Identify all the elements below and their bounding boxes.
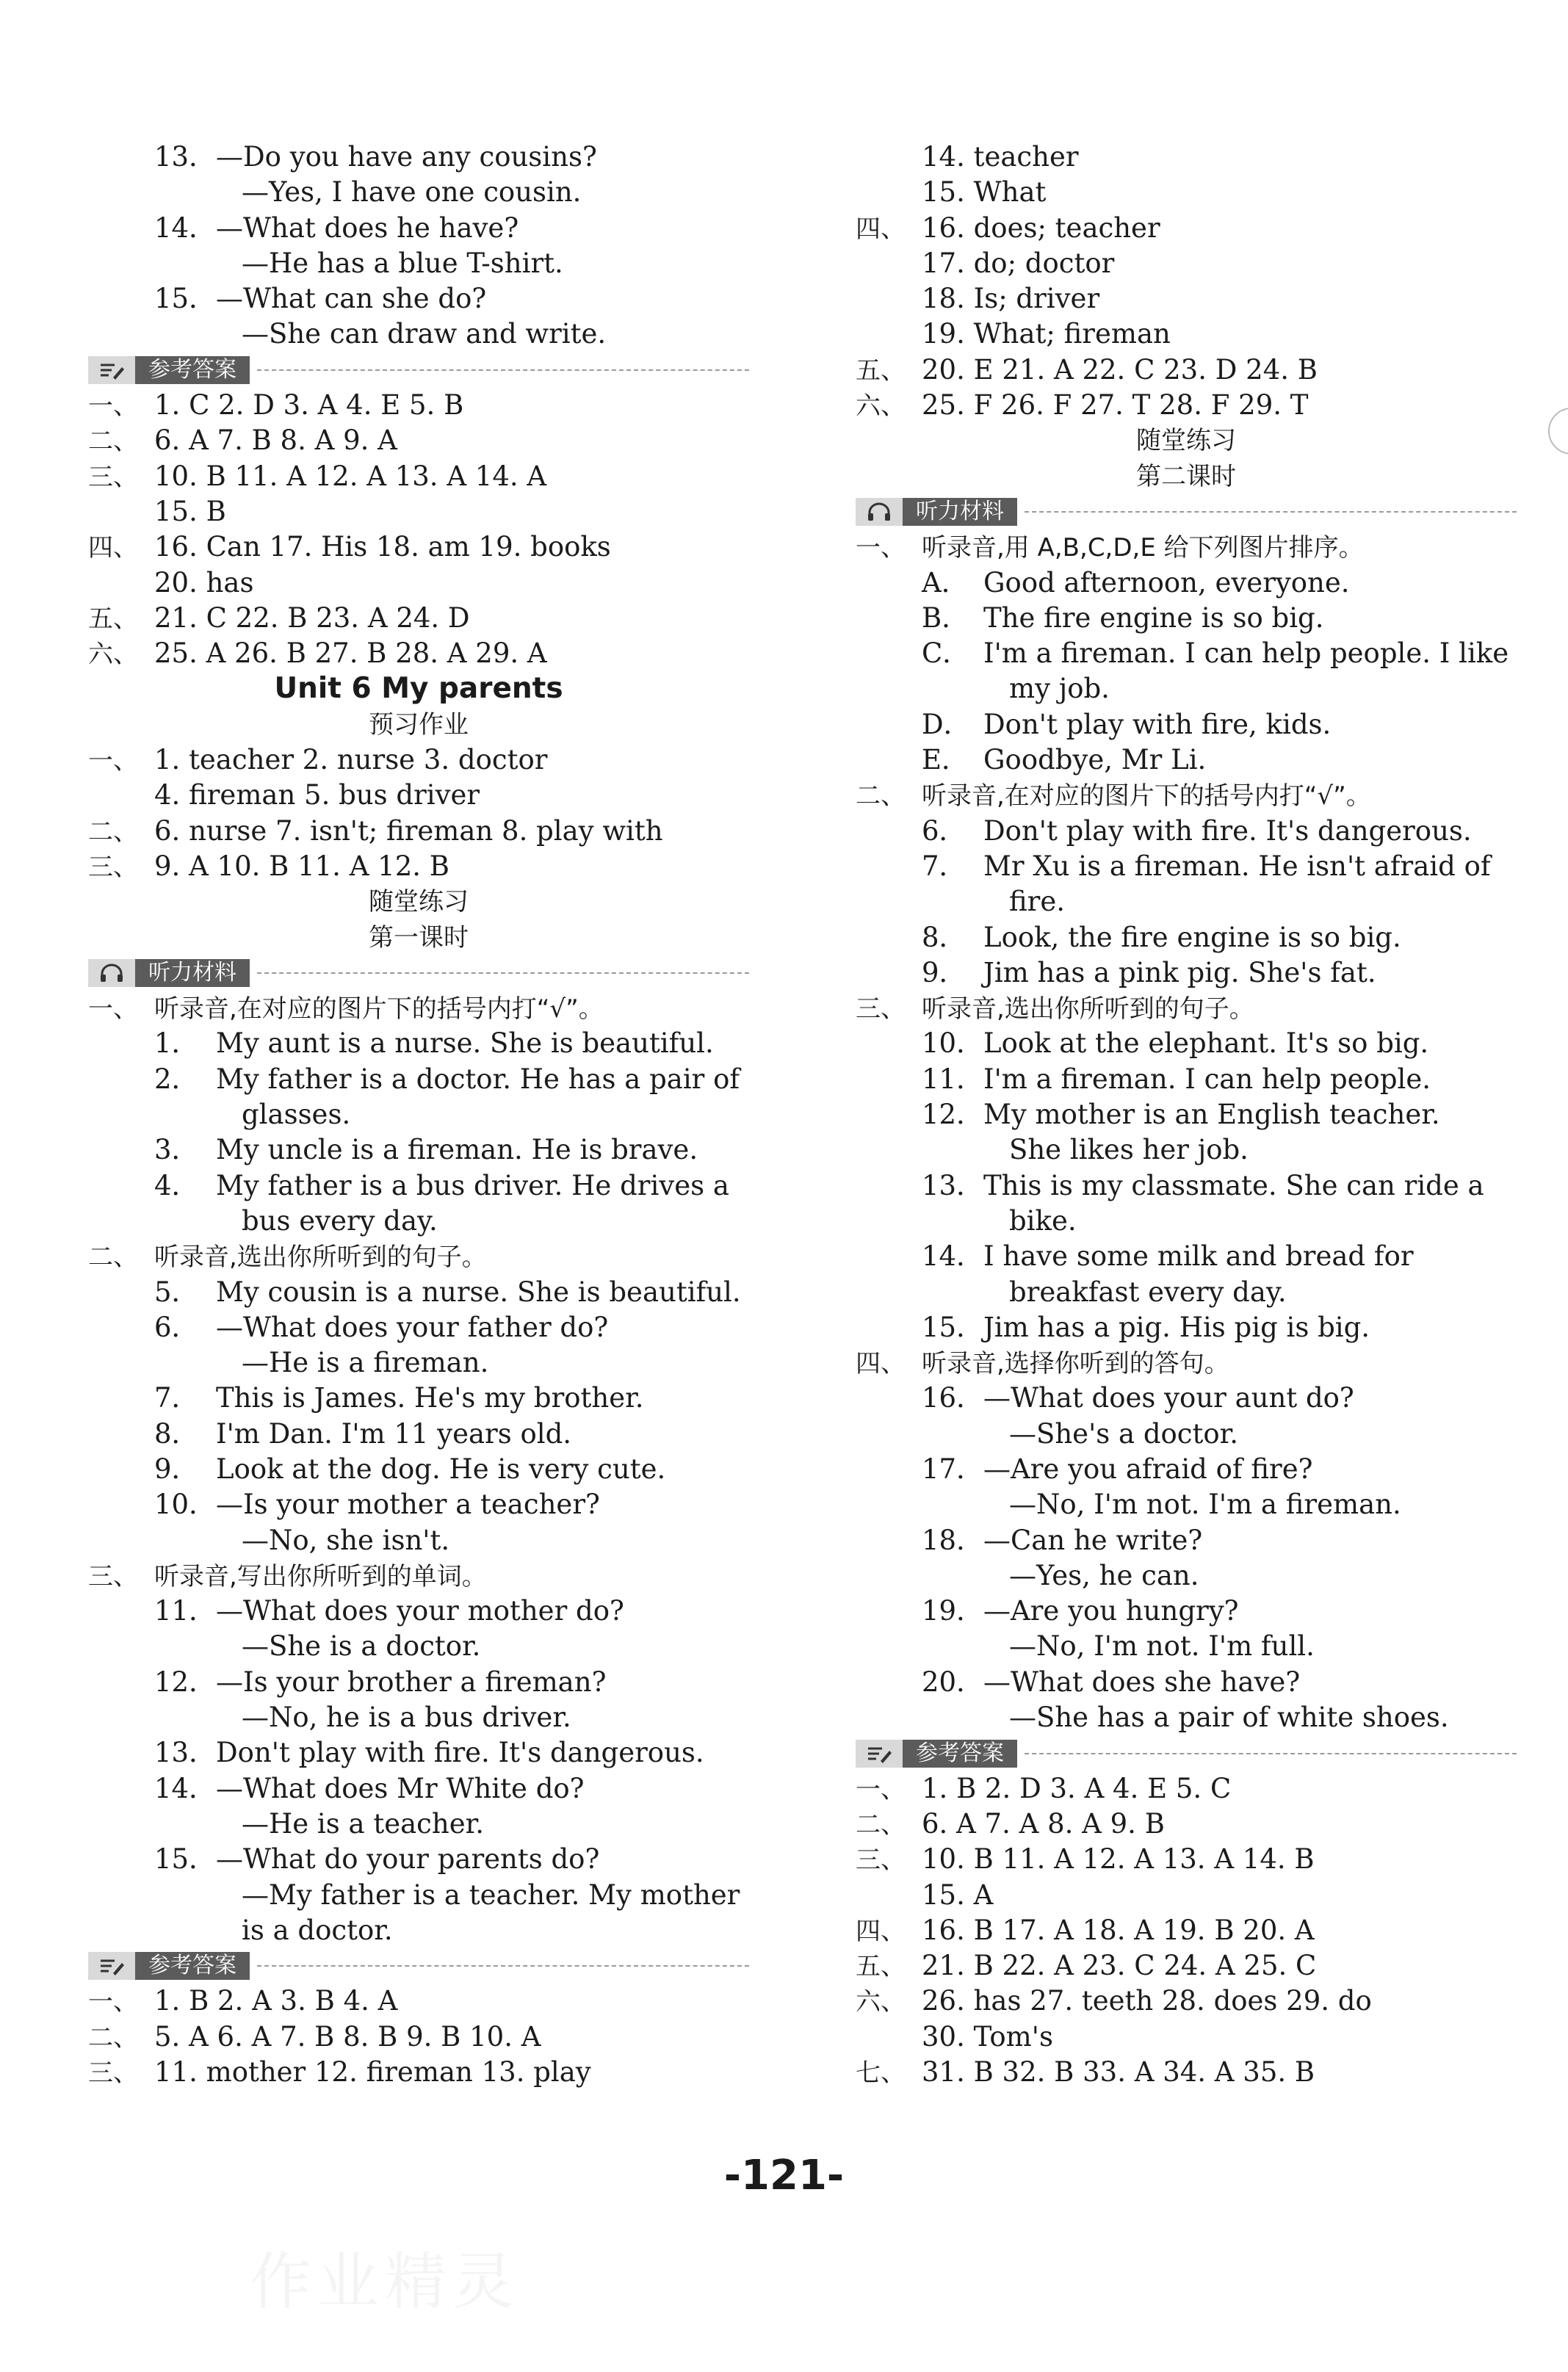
- line-text: 听录音,在对应的图片下的括号内打“√”。: [922, 781, 1371, 811]
- text-line: [856, 1984, 1517, 2019]
- section-header-label: 参考答案: [135, 356, 250, 384]
- text-line: [856, 778, 1517, 813]
- line-text: My father is a bus driver. He drives a: [216, 1169, 729, 1201]
- line-text: 6. nurse 7. isn't; fireman 8. play with: [154, 814, 663, 847]
- item-number: 13．: [154, 1737, 217, 1769]
- section-marker: 一、: [88, 746, 138, 776]
- line-text: 26. has 27. teeth 28. does 29. do: [922, 1985, 1372, 2017]
- text-line: [88, 636, 749, 671]
- line-text: 1. B 2. D 3. A 4. E 5. C: [922, 1772, 1232, 1804]
- line-text: My father is a doctor. He has a pair of: [216, 1063, 740, 1095]
- dashed-divider: [1025, 511, 1517, 513]
- answer-line: 17. do; doctor: [922, 247, 1115, 279]
- text-line: [88, 814, 749, 849]
- line-text: Look at the dog. He is very cute.: [216, 1453, 666, 1485]
- line-text: 16. B 17. A 18. A 19. B 20. A: [922, 1914, 1315, 1946]
- section-subtitle: 第二课时: [1136, 461, 1236, 491]
- text-continuation-line: —He has a blue T-shirt.: [242, 247, 563, 279]
- text-line: [88, 1275, 749, 1310]
- text-line: [856, 707, 1517, 742]
- text-line: [856, 636, 1517, 671]
- text-line: [88, 2055, 749, 2090]
- text-line: [856, 991, 1517, 1026]
- answer-line: 30. Tom's: [922, 2020, 1053, 2053]
- text-line: [88, 211, 749, 246]
- line-text: My mother is an English teacher.: [983, 1099, 1440, 1131]
- line-text: —What do your parents do?: [216, 1843, 600, 1876]
- text-line: [88, 459, 749, 494]
- line-text: 9. A 10. B 11. A 12. B: [154, 850, 449, 882]
- text-line: [88, 1594, 749, 1629]
- section-marker: 一、: [856, 533, 906, 563]
- line-text: —What does he have?: [216, 211, 519, 244]
- line-text: Mr Xu is a fireman. He isn't afraid of: [983, 850, 1491, 882]
- item-number: 4．: [154, 1169, 199, 1201]
- text-line: [88, 601, 749, 636]
- line-text: 1. B 2. A 3. B 4. A: [154, 1985, 398, 2017]
- text-line: [856, 1345, 1517, 1381]
- section-marker: 五、: [856, 1952, 906, 1982]
- section-header: [856, 1735, 1517, 1771]
- line-text: 21. B 22. A 23. C 24. A 25. C: [922, 1950, 1317, 1982]
- text-continuation-line: is a doctor.: [242, 1914, 393, 1946]
- line-text: Jim has a pig. His pig is big.: [983, 1311, 1370, 1343]
- text-line: [856, 742, 1517, 778]
- line-text: 听录音,选择你听到的答句。: [922, 1349, 1229, 1379]
- text-line: [856, 1842, 1517, 1877]
- text-line: [88, 1771, 749, 1807]
- section-subtitle: 随堂练习: [369, 887, 469, 917]
- item-number: 15．: [922, 1311, 984, 1343]
- section-marker: 二、: [856, 781, 906, 811]
- text-continuation-line: —She is a doctor.: [242, 1630, 481, 1663]
- section-marker: 一、: [88, 994, 138, 1024]
- item-number: B．: [922, 601, 969, 634]
- line-text: 16. Can 17. His 18. am 19. books: [154, 531, 611, 563]
- line-text: —Is your brother a fireman?: [216, 1666, 607, 1698]
- item-number: 14．: [154, 1772, 217, 1804]
- section-marker: 三、: [856, 1845, 906, 1876]
- text-line: [856, 920, 1517, 955]
- item-number: 10．: [154, 1489, 217, 1521]
- line-text: —Are you hungry?: [983, 1595, 1239, 1627]
- text-line: [856, 1381, 1517, 1416]
- section-header-label: 听力材料: [903, 498, 1017, 526]
- answer-line: 15. What: [922, 176, 1047, 209]
- text-line: [88, 1310, 749, 1345]
- item-number: 13．: [154, 141, 217, 173]
- text-continuation-line: —No, I'm not. I'm full.: [1009, 1630, 1315, 1663]
- section-marker: 三、: [88, 2058, 138, 2089]
- line-text: Look at the elephant. It's so big.: [983, 1027, 1429, 1060]
- text-continuation-line: my job.: [1009, 673, 1110, 705]
- item-number: 3．: [154, 1134, 199, 1166]
- line-text: 11. mother 12. fireman 13. play: [154, 2056, 591, 2089]
- line-text: My cousin is a nurse. She is beautiful.: [216, 1276, 741, 1308]
- line-text: I'm Dan. I'm 11 years old.: [216, 1417, 572, 1450]
- answer-line: 18. Is; driver: [922, 283, 1100, 315]
- text-continuation-line: —She can draw and write.: [242, 318, 607, 350]
- text-line: [856, 814, 1517, 849]
- item-number: 11．: [154, 1595, 217, 1627]
- edge-stamp-mark: [1548, 408, 1568, 455]
- text-line: [88, 2020, 749, 2055]
- text-line: [856, 1913, 1517, 1948]
- text-continuation-line: breakfast every day.: [1009, 1276, 1287, 1308]
- section-header: [88, 955, 749, 991]
- item-number: 5．: [154, 1276, 199, 1308]
- line-text: 听录音,在对应的图片下的括号内打“√”。: [154, 994, 604, 1024]
- line-text: —Can he write?: [983, 1524, 1203, 1556]
- text-line: [856, 1594, 1517, 1629]
- text-line: [88, 423, 749, 458]
- right-column: [856, 140, 1517, 2090]
- item-number: 15．: [154, 1843, 217, 1876]
- section-header-label: 参考答案: [135, 1952, 250, 1980]
- item-number: 7．: [922, 850, 967, 882]
- text-line: [856, 1239, 1517, 1274]
- line-text: My aunt is a nurse. She is beautiful.: [216, 1027, 714, 1060]
- text-continuation-line: —Yes, I have one cousin.: [242, 176, 582, 209]
- item-number: 7．: [154, 1382, 199, 1414]
- left-column: [88, 140, 749, 2090]
- section-marker: 五、: [856, 355, 906, 386]
- line-text: 16. does; teacher: [922, 211, 1160, 244]
- section-marker: 四、: [88, 533, 138, 563]
- text-continuation-line: —Yes, he can.: [1009, 1559, 1199, 1591]
- line-text: Jim has a pink pig. She's fat.: [983, 956, 1376, 988]
- text-line: [88, 1665, 749, 1700]
- item-number: 8．: [154, 1417, 199, 1450]
- line-text: —What does your mother do?: [216, 1595, 624, 1627]
- line-text: Goodbye, Mr Li.: [983, 744, 1207, 776]
- headphones-icon: [856, 498, 903, 526]
- text-line: [856, 211, 1517, 246]
- section-marker: 五、: [88, 604, 138, 634]
- section-marker: 四、: [856, 1916, 906, 1946]
- text-continuation-line: She likes her job.: [1009, 1134, 1249, 1166]
- text-line: [88, 1026, 749, 1061]
- item-number: 20．: [922, 1666, 984, 1698]
- section-marker: 一、: [88, 391, 138, 422]
- text-continuation-line: bus every day.: [242, 1204, 438, 1237]
- text-continuation-line: —No, he is a bus driver.: [242, 1702, 571, 1734]
- text-line: [88, 1417, 749, 1452]
- text-line: [88, 1239, 749, 1274]
- text-line: [856, 849, 1517, 884]
- section-marker: 四、: [856, 1349, 906, 1379]
- line-text: I'm a fireman. I can help people. I like: [983, 637, 1509, 670]
- text-line: [856, 1168, 1517, 1204]
- line-text: 听录音,写出你所听到的单词。: [154, 1561, 487, 1591]
- section-marker: 四、: [856, 214, 906, 244]
- text-line: [856, 1807, 1517, 1842]
- item-number: 13．: [922, 1169, 984, 1201]
- text-line: [856, 388, 1517, 423]
- item-number: 18．: [922, 1524, 984, 1556]
- text-line: [88, 140, 749, 175]
- section-marker: 三、: [88, 1561, 138, 1591]
- line-text: Look, the fire engine is so big.: [983, 921, 1401, 953]
- section-header: [856, 494, 1517, 529]
- dashed-divider: [257, 972, 749, 974]
- line-text: —What can she do?: [216, 283, 487, 315]
- text-line: [856, 1948, 1517, 1984]
- line-text: I'm a fireman. I can help people.: [983, 1063, 1431, 1095]
- item-number: A．: [922, 566, 969, 599]
- item-number: 15．: [154, 283, 217, 315]
- headphones-icon: [88, 959, 135, 987]
- line-text: 听录音,用 A,B,C,D,E 给下列图片排序。: [922, 533, 1364, 563]
- dashed-divider: [1025, 1753, 1517, 1754]
- text-line: [88, 1452, 749, 1487]
- section-marker: 二、: [856, 1809, 906, 1840]
- text-line: [88, 1487, 749, 1522]
- line-text: —Do you have any cousins?: [216, 141, 597, 173]
- text-line: [88, 849, 749, 884]
- section-marker: 二、: [88, 2022, 138, 2053]
- line-text: Don't play with fire. It's dangerous.: [983, 814, 1472, 847]
- item-number: D．: [922, 708, 971, 740]
- text-line: [856, 1665, 1517, 1700]
- section-marker: 六、: [856, 1987, 906, 2017]
- section-header: [88, 352, 749, 388]
- text-line: [88, 1132, 749, 1168]
- text-line: [856, 1310, 1517, 1345]
- text-continuation-line: bike.: [1009, 1204, 1077, 1237]
- item-number: 9．: [922, 956, 967, 988]
- item-number: 6．: [922, 814, 967, 847]
- text-line: [856, 2055, 1517, 2090]
- text-continuation-line: —He is a teacher.: [242, 1807, 484, 1840]
- section-marker: 一、: [88, 1987, 138, 2017]
- answer-line: 20. has: [154, 566, 254, 599]
- unit-title: Unit 6 My parents: [274, 672, 563, 706]
- text-line: [88, 1842, 749, 1877]
- line-text: 1. teacher 2. nurse 3. doctor: [154, 744, 548, 776]
- line-text: The fire engine is so big.: [983, 601, 1324, 634]
- section-marker: 三、: [88, 462, 138, 492]
- text-continuation-line: —She's a doctor.: [1009, 1417, 1239, 1450]
- section-marker: 三、: [88, 852, 138, 882]
- text-line: [88, 991, 749, 1026]
- item-number: 11．: [922, 1063, 984, 1095]
- item-number: C．: [922, 637, 970, 670]
- line-text: —Is your mother a teacher?: [216, 1489, 600, 1521]
- item-number: E．: [922, 744, 969, 776]
- line-text: —What does your father do?: [216, 1311, 609, 1343]
- item-number: 6．: [154, 1311, 199, 1343]
- text-line: [88, 388, 749, 423]
- section-marker: 二、: [88, 817, 138, 847]
- text-line: [88, 1984, 749, 2019]
- line-text: —Are you afraid of fire?: [983, 1453, 1313, 1485]
- pen-icon: [856, 1740, 903, 1768]
- line-text: 21. C 22. B 23. A 24. D: [154, 601, 470, 634]
- section-header: [88, 1948, 749, 1984]
- text-line: [856, 529, 1517, 565]
- text-continuation-line: —He is a fireman.: [242, 1347, 489, 1379]
- item-number: 14．: [154, 211, 217, 244]
- text-line: [856, 352, 1517, 388]
- answer-line: 19. What; fireman: [922, 318, 1171, 350]
- dashed-divider: [257, 369, 749, 371]
- line-text: 25. F 26. F 27. T 28. F 29. T: [922, 389, 1309, 422]
- item-number: 14．: [922, 1240, 984, 1273]
- item-number: 19．: [922, 1595, 984, 1627]
- watermark: 作业精灵: [250, 2246, 521, 2318]
- line-text: I have some milk and bread for: [983, 1240, 1414, 1273]
- text-continuation-line: —No, I'm not. I'm a fireman.: [1009, 1489, 1401, 1521]
- answer-line: 15. A: [922, 1879, 994, 1911]
- line-text: 听录音,选出你所听到的句子。: [154, 1243, 487, 1273]
- text-line: [88, 281, 749, 317]
- section-subtitle: 随堂练习: [1136, 426, 1236, 456]
- item-number: 12．: [154, 1666, 217, 1698]
- item-number: 9．: [154, 1453, 199, 1485]
- line-text: 10. B 11. A 12. A 13. A 14. A: [154, 460, 547, 492]
- text-line: [856, 1523, 1517, 1558]
- line-text: 5. A 6. A 7. B 8. B 9. B 10. A: [154, 2020, 541, 2053]
- section-marker: 一、: [856, 1774, 906, 1804]
- section-marker: 二、: [88, 427, 138, 457]
- text-line: [88, 1735, 749, 1771]
- text-continuation-line: —My father is a teacher. My mother: [242, 1879, 740, 1911]
- item-number: 17．: [922, 1453, 984, 1485]
- dashed-divider: [257, 1965, 749, 1967]
- item-number: 8．: [922, 921, 967, 953]
- text-line: [856, 955, 1517, 991]
- line-text: 听录音,选出你所听到的句子。: [922, 994, 1254, 1024]
- text-line: [88, 1381, 749, 1416]
- line-text: 10. B 11. A 12. A 13. A 14. B: [922, 1843, 1315, 1876]
- item-number: 12．: [922, 1099, 984, 1131]
- section-header-label: 参考答案: [903, 1740, 1017, 1768]
- line-text: 25. A 26. B 27. B 28. A 29. A: [154, 637, 547, 670]
- text-line: [88, 1558, 749, 1594]
- line-text: —What does she have?: [983, 1666, 1301, 1698]
- line-text: 20. E 21. A 22. C 23. D 24. B: [922, 353, 1318, 386]
- pen-icon: [88, 1952, 135, 1980]
- line-text: Don't play with fire, kids.: [983, 708, 1332, 740]
- line-text: 6. A 7. A 8. A 9. B: [922, 1807, 1165, 1840]
- text-line: [88, 529, 749, 565]
- text-continuation-line: —She has a pair of white shoes.: [1009, 1702, 1449, 1734]
- line-text: 31. B 32. B 33. A 34. A 35. B: [922, 2056, 1315, 2089]
- item-number: 1．: [154, 1027, 199, 1060]
- item-number: 16．: [922, 1382, 984, 1414]
- answer-line: 14. teacher: [922, 141, 1079, 173]
- text-line: [88, 1062, 749, 1097]
- line-text: My uncle is a fireman. He is brave.: [216, 1134, 698, 1166]
- text-line: [856, 565, 1517, 601]
- item-number: 2．: [154, 1063, 199, 1095]
- line-text: —What does Mr White do?: [216, 1772, 585, 1804]
- section-marker: 七、: [856, 2058, 906, 2089]
- text-continuation-line: fire.: [1009, 886, 1066, 918]
- item-number: 10．: [922, 1027, 984, 1060]
- text-line: [856, 601, 1517, 636]
- text-line: [88, 1168, 749, 1204]
- text-line: [856, 1062, 1517, 1097]
- text-line: [856, 1771, 1517, 1807]
- text-continuation-line: glasses.: [242, 1099, 351, 1131]
- page-number: -121-: [723, 2152, 845, 2199]
- section-marker: 六、: [856, 391, 906, 422]
- line-text: This is my classmate. She can ride a: [983, 1169, 1484, 1201]
- pen-icon: [88, 356, 135, 384]
- text-line: [88, 742, 749, 778]
- answer-line: 4. fireman 5. bus driver: [154, 779, 480, 811]
- text-line: [856, 1097, 1517, 1132]
- line-text: Good afternoon, everyone.: [983, 566, 1350, 599]
- text-line: [856, 1026, 1517, 1061]
- section-marker: 二、: [88, 1243, 138, 1273]
- answer-line: 15. B: [154, 495, 226, 527]
- section-marker: 六、: [88, 640, 138, 670]
- text-continuation-line: —No, she isn't.: [242, 1524, 450, 1556]
- line-text: 1. C 2. D 3. A 4. E 5. B: [154, 389, 464, 422]
- section-marker: 三、: [856, 994, 906, 1024]
- section-subtitle: 第一课时: [369, 922, 469, 952]
- line-text: —What does your aunt do?: [983, 1382, 1354, 1414]
- line-text: 6. A 7. B 8. A 9. A: [154, 424, 397, 457]
- section-header-label: 听力材料: [135, 959, 250, 987]
- line-text: This is James. He's my brother.: [216, 1382, 644, 1414]
- section-subtitle: 预习作业: [369, 709, 469, 740]
- text-line: [856, 1452, 1517, 1487]
- line-text: Don't play with fire. It's dangerous.: [216, 1737, 704, 1769]
